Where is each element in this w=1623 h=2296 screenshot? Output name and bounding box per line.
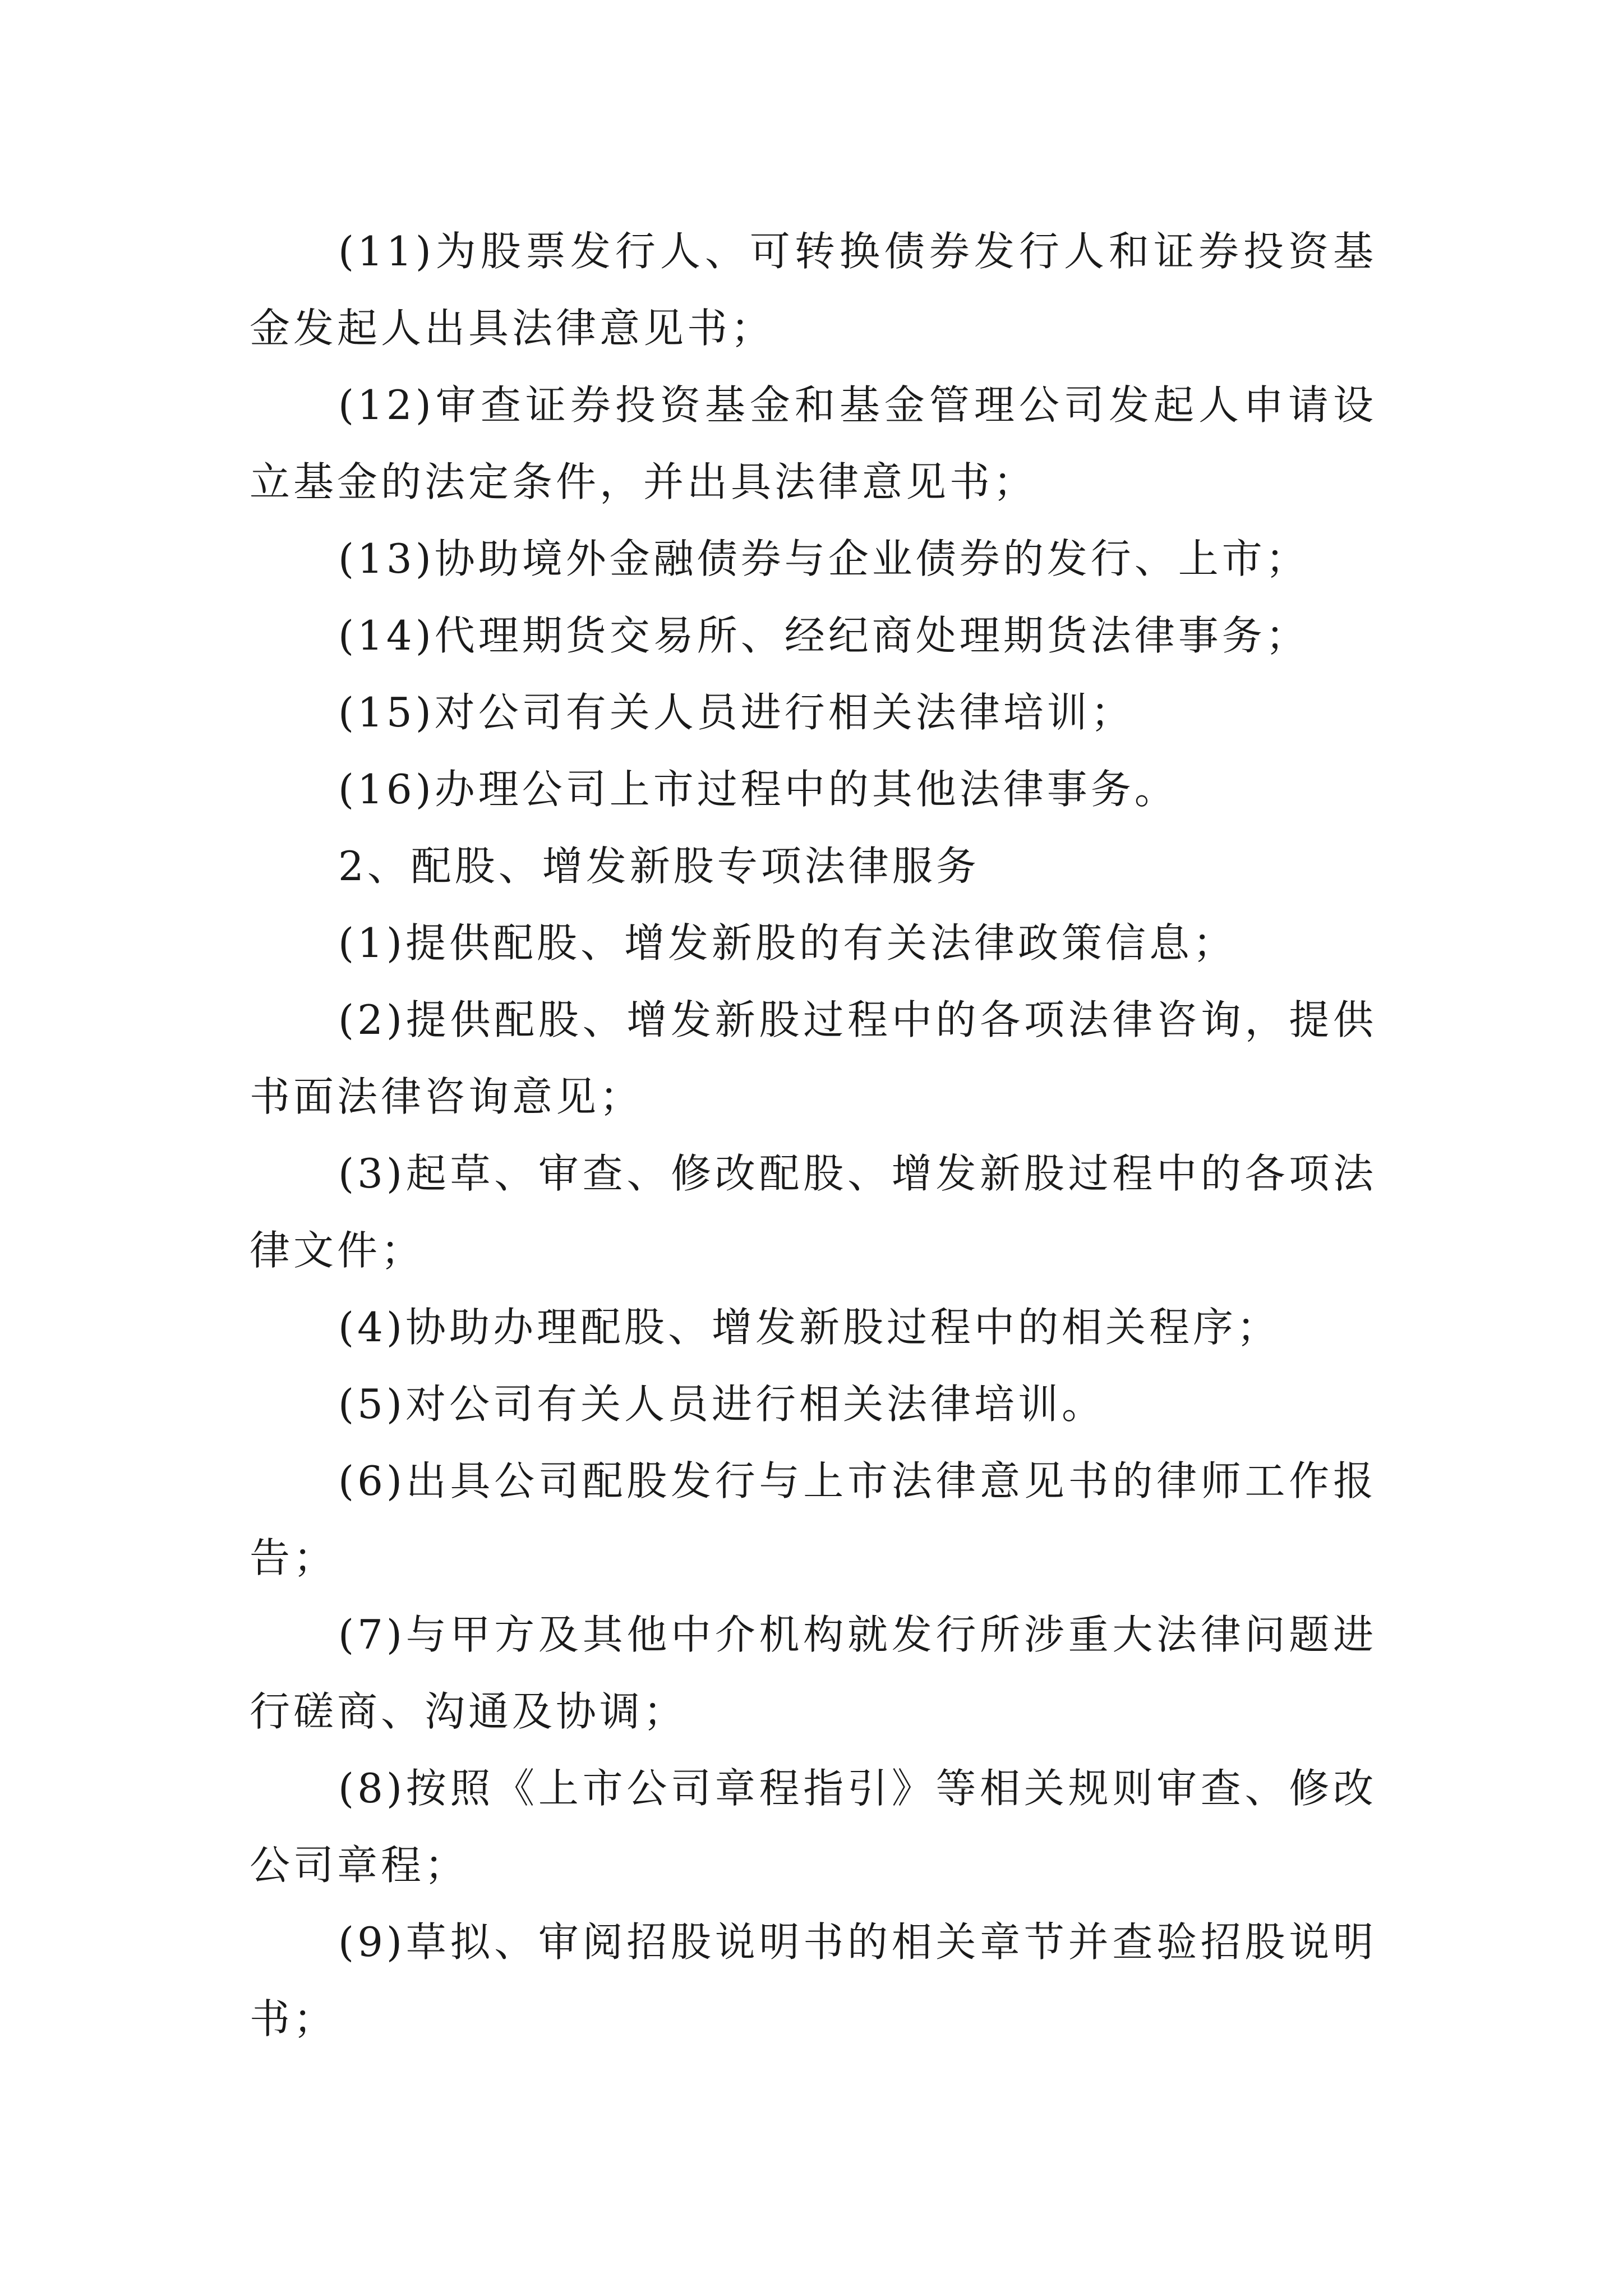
paragraph-item-6: (6)出具公司配股发行与上市法律意见书的律师工作报告； xyxy=(250,1457,1377,1581)
paragraph-item-8: (8)按照《上市公司章程指引》等相关规则审查、修改公司章程； xyxy=(250,1765,1377,1889)
paragraph-item-16: (16)办理公司上市过程中的其他法律事务。 xyxy=(338,766,1178,813)
paragraph-item-12: (12)审查证券投资基金和基金管理公司发起人申请设立基金的法定条件，并出具法律意见书； xyxy=(250,381,1377,505)
paragraph-item-3: (3)起草、审查、修改配股、增发新股过程中的各项法律文件； xyxy=(250,1150,1377,1274)
paragraph-item-5: (5)对公司有关人员进行相关法律培训。 xyxy=(338,1381,1105,1428)
paragraph-item-14: (14)代理期货交易所、经纪商处理期货法律事务； xyxy=(338,612,1310,659)
paragraph-item-11: (11)为股票发行人、可转换债券发行人和证券投资基金发起人出具法律意见书； xyxy=(250,228,1377,352)
paragraph-item-4: (4)协助办理配股、增发新股过程中的相关程序； xyxy=(338,1304,1280,1351)
paragraph-item-15: (15)对公司有关人员进行相关法律培训； xyxy=(338,689,1135,736)
paragraph-item-1: (1)提供配股、增发新股的有关法律政策信息； xyxy=(338,919,1237,967)
paragraph-item-2: (2)提供配股、增发新股过程中的各项法律咨询，提供书面法律咨询意见； xyxy=(250,996,1377,1120)
section-heading-rights-issue: 2、配股、增发新股专项法律服务 xyxy=(338,843,980,890)
document-body xyxy=(250,213,1377,2058)
paragraph-item-9: (9)草拟、审阅招股说明书的相关章节并查验招股说明书； xyxy=(250,1918,1377,2042)
paragraph-item-13: (13)协助境外金融债券与企业债券的发行、上市； xyxy=(338,535,1310,582)
paragraph-item-7: (7)与甲方及其他中介机构就发行所涉重大法律问题进行磋商、沟通及协调； xyxy=(250,1611,1377,1735)
